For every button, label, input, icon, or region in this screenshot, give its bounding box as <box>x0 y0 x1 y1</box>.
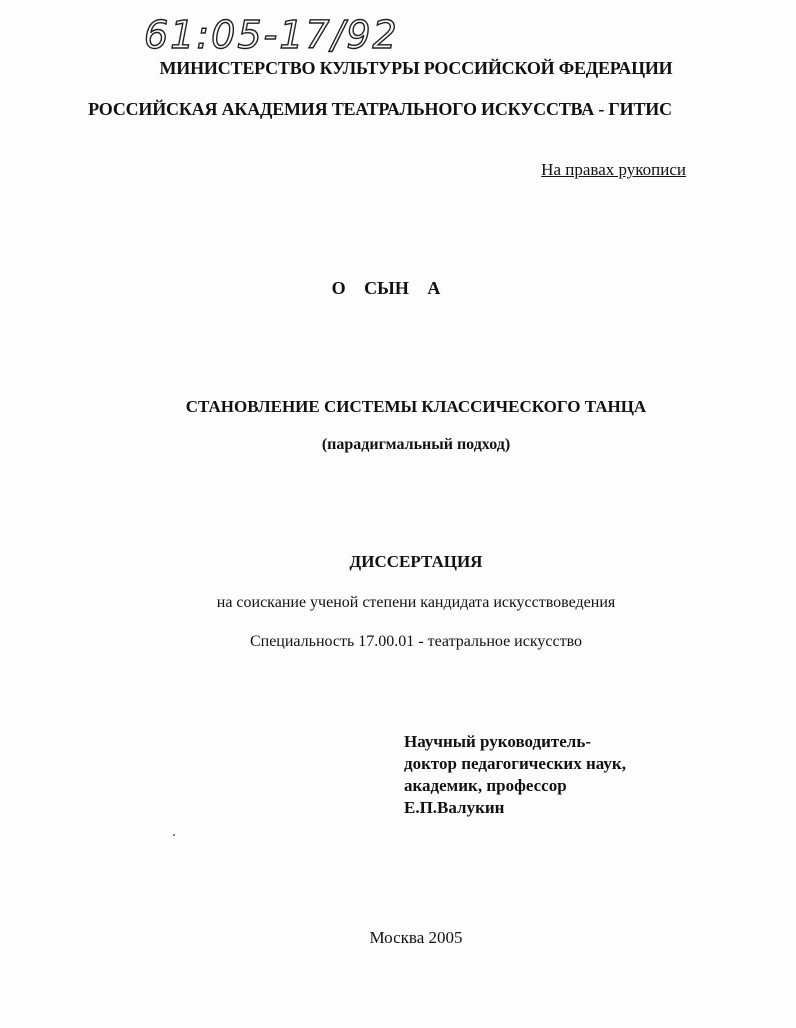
academy-heading: РОССИЙСКАЯ АКАДЕМИЯ ТЕАТРАЛЬНОГО ИСКУССТВА - ГИТИС <box>88 99 672 119</box>
dissertation-title: СТАНОВЛЕНИЕ СИСТЕМЫ КЛАССИЧЕСКОГО ТАНЦА <box>185 397 647 416</box>
archive-number-text: 61:05-17/92 <box>144 13 399 57</box>
ministry-heading: МИНИСТЕРСТВО КУЛЬТУРЫ РОССИЙСКОЙ ФЕДЕРАЦИИ <box>159 58 673 78</box>
scan-speck <box>173 834 175 836</box>
specialty-line: Специальность 17.00.01 - театральное искусство <box>249 633 583 650</box>
handwritten-archive-number <box>140 8 440 58</box>
author-name: О СЫН А <box>331 278 441 298</box>
document-type: ДИССЕРТАЦИЯ <box>349 552 483 571</box>
supervisor-titles: академик, профессор <box>404 776 567 795</box>
supervisor-degree: доктор педагогических наук, <box>404 754 626 773</box>
dissertation-subtitle: (парадигмальный подход) <box>321 436 511 453</box>
degree-line: на соискание ученой степени кандидата искусствоведения <box>216 594 616 611</box>
supervisor-name: Е.П.Валукин <box>404 798 505 817</box>
city-year: Москва 2005 <box>369 928 463 947</box>
supervisor-role: Научный руководитель- <box>404 732 591 751</box>
rights-note: На правах рукописи <box>541 160 686 179</box>
supervisor-block <box>404 731 626 819</box>
